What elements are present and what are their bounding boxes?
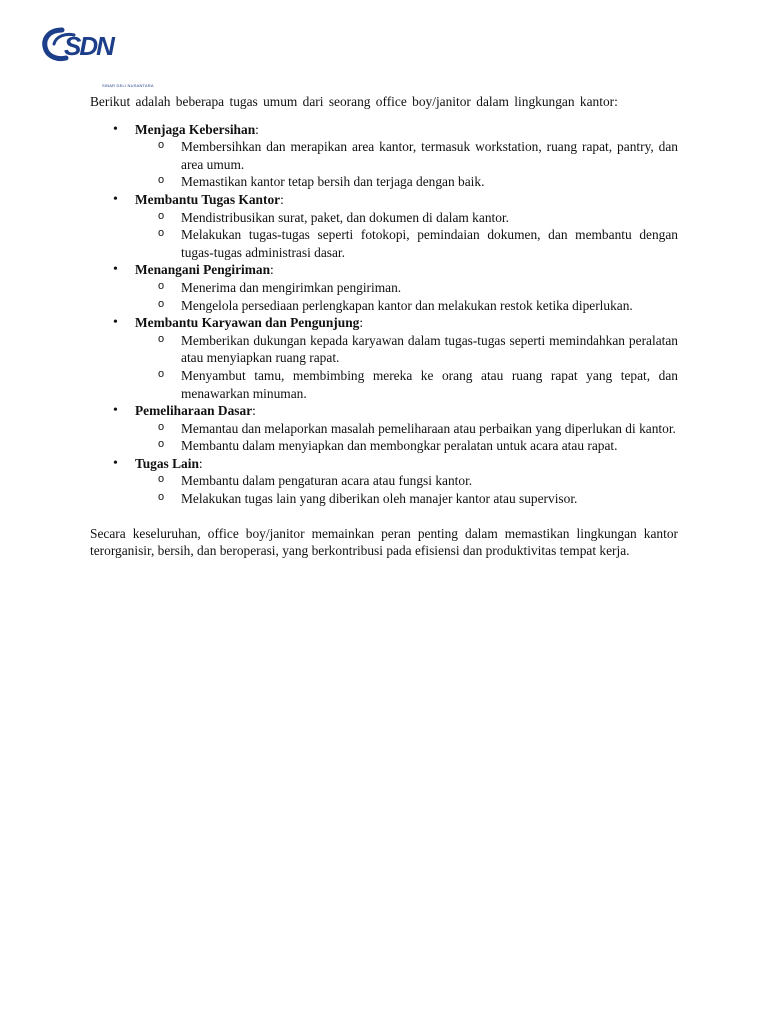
section-heading: Tugas Lain bbox=[135, 455, 199, 471]
closing-paragraph: Secara keseluruhan, office boy/janitor memainkan peran penting dalam memastikan lingkungan kantor terorganisir, bersih, dan beroperasi, yang berkontribusi pada efisiensi dan produktivitas tempat kerja. bbox=[90, 525, 678, 559]
list-item: o Memastikan kantor tetap bersih dan terjaga dengan baik. bbox=[135, 173, 678, 191]
list-item: o Membantu dalam menyiapkan dan membongkar peralatan untuk acara atau rapat. bbox=[135, 437, 678, 455]
duty-section: • Membantu Tugas Kantor: o Mendistribusikan surat, paket, dan dokumen di dalam kantor. o Melakukan tugas-tugas seperti fotokopi, pemindaian dokumen, dan membantu dengan tugas-tugas administrasi dasar. bbox=[90, 191, 678, 261]
duty-section: • Menangani Pengiriman: o Menerima dan mengirimkan pengiriman. o Mengelola persediaan perlengkapan kantor dan melakukan restok ketika diperlukan. bbox=[90, 261, 678, 314]
section-items bbox=[135, 209, 678, 262]
section-items bbox=[135, 472, 678, 507]
section-items bbox=[135, 420, 678, 455]
duty-section: • Menjaga Kebersihan: o Membersihkan dan merapikan area kantor, termasuk workstation, ruang rapat, pantry, dan area umum. o Memastikan kantor tetap bersih dan terjaga dengan baik. bbox=[90, 121, 678, 191]
list-item: o Menerima dan mengirimkan pengiriman. bbox=[135, 279, 678, 297]
list-item: o Melakukan tugas lain yang diberikan oleh manajer kantor atau supervisor. bbox=[135, 490, 678, 508]
list-item: o Mengelola persediaan perlengkapan kantor dan melakukan restok ketika diperlukan. bbox=[135, 297, 678, 315]
section-items bbox=[135, 332, 678, 402]
section-heading: Membantu Karyawan dan Pengunjung bbox=[135, 315, 360, 331]
section-items bbox=[135, 138, 678, 191]
section-heading: Pemeliharaan Dasar bbox=[135, 403, 253, 419]
list-item: o Menyambut tamu, membimbing mereka ke orang atau ruang rapat yang tepat, dan menawarkan minuman. bbox=[135, 367, 678, 402]
list-item: o Melakukan tugas-tugas seperti fotokopi, pemindaian dokumen, dan membantu dengan tugas-tugas administrasi dasar. bbox=[135, 226, 678, 261]
list-item: o Memantau dan melaporkan masalah pemeliharaan atau perbaikan yang diperlukan di kantor. bbox=[135, 420, 678, 438]
list-item: o Membersihkan dan merapikan area kantor, termasuk workstation, ruang rapat, pantry, dan area umum. bbox=[135, 138, 678, 173]
section-heading: Menjaga Kebersihan bbox=[135, 121, 256, 137]
list-item: o Memberikan dukungan kepada karyawan dalam tugas-tugas seperti memindahkan peralatan atau menyiapkan ruang rapat. bbox=[135, 332, 678, 367]
list-item: o Membantu dalam pengaturan acara atau fungsi kantor. bbox=[135, 472, 678, 490]
list-item: o Mendistribusikan surat, paket, dan dokumen di dalam kantor. bbox=[135, 209, 678, 227]
intro-paragraph: Berikut adalah beberapa tugas umum dari seorang office boy/janitor dalam lingkungan kantor: bbox=[90, 94, 618, 109]
company-logo bbox=[40, 24, 154, 88]
logo-tagline: SINAR DELI NUSANTARA bbox=[102, 83, 154, 88]
duty-section: • Tugas Lain: o Membantu dalam pengaturan acara atau fungsi kantor. o Melakukan tugas lain yang diberikan oleh manajer kantor atau supervisor. bbox=[90, 455, 678, 508]
duty-section: • Membantu Karyawan dan Pengunjung: o Memberikan dukungan kepada karyawan dalam tugas-tugas seperti memindahkan peralatan atau menyiapkan ruang rapat. o Menyambut tamu, membimbing mereka ke orang atau ruang rapat yang tepat, dan menawarkan minuman. bbox=[90, 314, 678, 402]
section-items bbox=[135, 279, 678, 314]
section-heading: Menangani Pengiriman bbox=[135, 262, 271, 278]
duty-section: • Pemeliharaan Dasar: o Memantau dan melaporkan masalah pemeliharaan atau perbaikan yang diperlukan di kantor. o Membantu dalam menyiapkan dan membongkar peralatan untuk acara atau rapat. bbox=[90, 402, 678, 455]
sdn-logo-icon bbox=[40, 24, 136, 70]
section-heading: Membantu Tugas Kantor bbox=[135, 191, 281, 207]
svg-text:SDN: SDN bbox=[64, 31, 113, 61]
duties-list bbox=[90, 121, 678, 508]
document-body bbox=[90, 93, 678, 560]
